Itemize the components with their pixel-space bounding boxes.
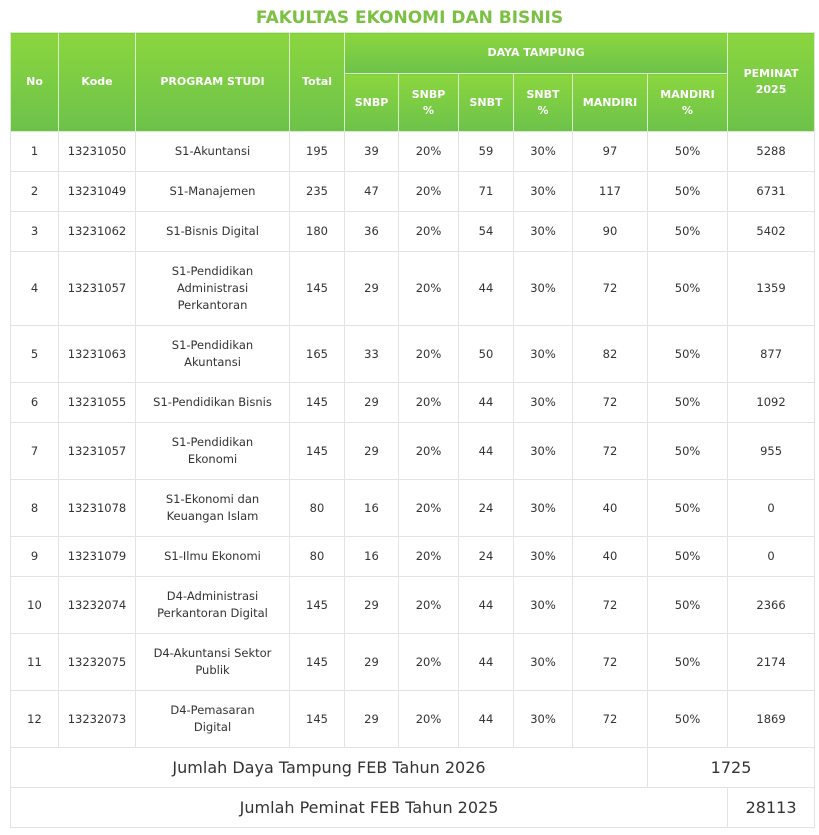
cell-peminat: 1359 (728, 252, 815, 326)
cell-total: 80 (290, 537, 345, 577)
header-snbt-pct-line2: % (537, 103, 549, 117)
total-daya-tampung-value: 1725 (648, 748, 815, 788)
cell-snbt: 24 (459, 537, 514, 577)
program-studi-line: D4-Pemasaran (170, 703, 255, 717)
cell-snbp-pct: 20% (399, 326, 459, 383)
header-mandiri: MANDIRI (573, 74, 648, 132)
cell-kode: 13231078 (59, 480, 136, 537)
program-studi-line: Perkantoran Digital (157, 606, 268, 620)
table-row (11, 577, 815, 634)
cell-snbp: 39 (345, 132, 399, 172)
cell-snbp: 16 (345, 537, 399, 577)
cell-peminat: 0 (728, 480, 815, 537)
cell-peminat: 2174 (728, 634, 815, 691)
cell-total: 195 (290, 132, 345, 172)
program-studi-line: S1-Pendidikan (171, 435, 254, 449)
cell-peminat: 5402 (728, 212, 815, 252)
cell-prodi (136, 326, 290, 383)
cell-snbt: 71 (459, 172, 514, 212)
header-mandiri-pct-line1: MANDIRI (660, 87, 715, 101)
cell-total: 145 (290, 577, 345, 634)
cell-no: 3 (11, 212, 59, 252)
cell-mandiri: 40 (573, 537, 648, 577)
program-studi-line: Perkantoran (177, 298, 248, 312)
cell-snbt-pct: 30% (514, 383, 573, 423)
cell-kode: 13231057 (59, 423, 136, 480)
cell-prodi (136, 383, 290, 423)
cell-kode: 13231062 (59, 212, 136, 252)
cell-no: 9 (11, 537, 59, 577)
cell-kode: 13232075 (59, 634, 136, 691)
cell-snbp: 29 (345, 383, 399, 423)
cell-mandiri: 97 (573, 132, 648, 172)
cell-mandiri-pct: 50% (648, 537, 728, 577)
cell-snbp: 47 (345, 172, 399, 212)
cell-mandiri: 40 (573, 480, 648, 537)
cell-prodi (136, 172, 290, 212)
header-mandiri-pct-line2: % (682, 103, 694, 117)
cell-prodi (136, 252, 290, 326)
cell-mandiri-pct: 50% (648, 172, 728, 212)
cell-mandiri-pct: 50% (648, 252, 728, 326)
header-snbt-pct-line1: SNBT (526, 87, 560, 101)
cell-mandiri: 72 (573, 252, 648, 326)
cell-prodi (136, 537, 290, 577)
cell-kode: 13231049 (59, 172, 136, 212)
page-title: FAKULTAS EKONOMI DAN BISNIS (255, 8, 564, 28)
cell-prodi (136, 480, 290, 537)
cell-snbp: 33 (345, 326, 399, 383)
cell-snbt-pct: 30% (514, 480, 573, 537)
program-studi-line: S1-Pendidikan (171, 264, 254, 278)
cell-snbp-pct: 20% (399, 383, 459, 423)
cell-peminat: 5288 (728, 132, 815, 172)
table-row (11, 691, 815, 748)
program-studi-line: Digital (193, 720, 232, 734)
total-daya-tampung-label: Jumlah Daya Tampung FEB Tahun 2026 (11, 748, 648, 788)
program-studi-line: S1-Akuntansi (174, 144, 251, 158)
cell-snbt-pct: 30% (514, 326, 573, 383)
cell-snbt: 54 (459, 212, 514, 252)
cell-snbp: 29 (345, 577, 399, 634)
cell-snbt-pct: 30% (514, 577, 573, 634)
table-row (11, 212, 815, 252)
cell-total: 165 (290, 326, 345, 383)
cell-prodi (136, 634, 290, 691)
table-row (11, 480, 815, 537)
cell-peminat: 877 (728, 326, 815, 383)
cell-snbp-pct: 20% (399, 634, 459, 691)
header-snbp-pct-line1: SNBP (411, 87, 446, 101)
cell-total: 145 (290, 634, 345, 691)
cell-snbp: 29 (345, 691, 399, 748)
cell-mandiri-pct: 50% (648, 132, 728, 172)
cell-no: 4 (11, 252, 59, 326)
cell-kode: 13231079 (59, 537, 136, 577)
cell-no: 7 (11, 423, 59, 480)
header-peminat-line2: 2025 (755, 83, 787, 96)
cell-mandiri: 72 (573, 634, 648, 691)
program-studi-line: S1-Ekonomi dan (165, 492, 260, 506)
table-row (11, 252, 815, 326)
cell-kode: 13232074 (59, 577, 136, 634)
cell-mandiri-pct: 50% (648, 634, 728, 691)
cell-mandiri-pct: 50% (648, 326, 728, 383)
header-peminat (728, 33, 815, 132)
cell-peminat: 955 (728, 423, 815, 480)
header-snbp: SNBP (345, 74, 399, 132)
cell-prodi (136, 577, 290, 634)
cell-snbt: 44 (459, 423, 514, 480)
cell-mandiri-pct: 50% (648, 212, 728, 252)
total-peminat-label: Jumlah Peminat FEB Tahun 2025 (11, 788, 728, 828)
header-snbt: SNBT (459, 74, 514, 132)
program-studi-line: S1-Bisnis Digital (166, 224, 259, 238)
cell-mandiri-pct: 50% (648, 480, 728, 537)
cell-mandiri-pct: 50% (648, 383, 728, 423)
cell-total: 145 (290, 383, 345, 423)
program-studi-line: D4-Administrasi (166, 589, 259, 603)
cell-prodi (136, 212, 290, 252)
cell-snbt: 44 (459, 383, 514, 423)
cell-snbt: 24 (459, 480, 514, 537)
cell-snbt-pct: 30% (514, 423, 573, 480)
cell-snbp: 16 (345, 480, 399, 537)
cell-mandiri: 90 (573, 212, 648, 252)
table-row (11, 634, 815, 691)
cell-no: 8 (11, 480, 59, 537)
program-studi-line: Akuntansi (184, 355, 241, 369)
cell-snbp-pct: 20% (399, 172, 459, 212)
cell-mandiri-pct: 50% (648, 691, 728, 748)
cell-total: 235 (290, 172, 345, 212)
cell-no: 1 (11, 132, 59, 172)
cell-peminat: 2366 (728, 577, 815, 634)
table-row (11, 383, 815, 423)
cell-snbt-pct: 30% (514, 172, 573, 212)
cell-snbp-pct: 20% (399, 691, 459, 748)
cell-snbp: 36 (345, 212, 399, 252)
cell-snbp-pct: 20% (399, 480, 459, 537)
table-footer (11, 748, 815, 828)
cell-snbp-pct: 20% (399, 577, 459, 634)
cell-no: 6 (11, 383, 59, 423)
cell-snbt-pct: 30% (514, 691, 573, 748)
cell-mandiri: 72 (573, 577, 648, 634)
cell-prodi (136, 423, 290, 480)
header-kode: Kode (59, 33, 136, 132)
cell-kode: 13232073 (59, 691, 136, 748)
cell-snbt-pct: 30% (514, 132, 573, 172)
cell-total: 145 (290, 691, 345, 748)
cell-snbt: 44 (459, 252, 514, 326)
program-studi-line: Keuangan Islam (166, 509, 259, 523)
cell-no: 10 (11, 577, 59, 634)
program-studi-line: S1-Ilmu Ekonomi (164, 549, 261, 563)
cell-peminat: 1869 (728, 691, 815, 748)
header-snbp-pct (399, 74, 459, 132)
cell-mandiri: 72 (573, 383, 648, 423)
table-body (11, 132, 815, 748)
cell-total: 180 (290, 212, 345, 252)
table-row (11, 326, 815, 383)
cell-snbt-pct: 30% (514, 252, 573, 326)
cell-peminat: 1092 (728, 383, 815, 423)
program-studi-line: S1-Pendidikan Bisnis (153, 395, 272, 409)
cell-total: 145 (290, 252, 345, 326)
cell-snbp: 29 (345, 252, 399, 326)
header-snbt-pct (514, 74, 573, 132)
cell-snbp-pct: 20% (399, 537, 459, 577)
cell-snbt-pct: 30% (514, 537, 573, 577)
program-studi-line: Publik (195, 663, 230, 677)
cell-snbt: 59 (459, 132, 514, 172)
table-header (11, 33, 815, 132)
cell-kode: 13231057 (59, 252, 136, 326)
cell-no: 5 (11, 326, 59, 383)
cell-mandiri-pct: 50% (648, 423, 728, 480)
cell-snbp: 29 (345, 634, 399, 691)
cell-mandiri: 72 (573, 423, 648, 480)
table-row (11, 423, 815, 480)
cell-kode: 13231050 (59, 132, 136, 172)
program-studi-line: D4-Akuntansi Sektor (153, 646, 272, 660)
header-total: Total (290, 33, 345, 132)
cell-no: 12 (11, 691, 59, 748)
cell-mandiri: 72 (573, 691, 648, 748)
program-studi-line: Ekonomi (187, 452, 238, 466)
cell-snbt-pct: 30% (514, 212, 573, 252)
program-studi-line: Administrasi (176, 281, 249, 295)
program-studi-line: S1-Pendidikan (171, 338, 254, 352)
header-snbp-pct-line2: % (422, 103, 435, 117)
cell-snbp-pct: 20% (399, 423, 459, 480)
header-mandiri-pct (648, 74, 728, 132)
program-studi-line: S1-Manajemen (169, 184, 256, 198)
cell-snbp: 29 (345, 423, 399, 480)
header-program-studi: PROGRAM STUDI (136, 33, 290, 132)
cell-kode: 13231063 (59, 326, 136, 383)
header-peminat-line1: PEMINAT (743, 67, 799, 80)
cell-snbt: 44 (459, 577, 514, 634)
cell-snbp-pct: 20% (399, 252, 459, 326)
cell-snbt: 44 (459, 634, 514, 691)
cell-total: 145 (290, 423, 345, 480)
header-no: No (11, 33, 59, 132)
cell-mandiri: 82 (573, 326, 648, 383)
cell-snbp-pct: 20% (399, 132, 459, 172)
cell-no: 11 (11, 634, 59, 691)
table-row (11, 172, 815, 212)
cell-mandiri-pct: 50% (648, 577, 728, 634)
cell-prodi (136, 132, 290, 172)
table-row (11, 132, 815, 172)
cell-snbt: 50 (459, 326, 514, 383)
cell-no: 2 (11, 172, 59, 212)
table-row (11, 537, 815, 577)
total-peminat-value: 28113 (728, 788, 815, 828)
cell-peminat: 0 (728, 537, 815, 577)
cell-peminat: 6731 (728, 172, 815, 212)
daya-tampung-table (10, 32, 815, 828)
header-daya-tampung: DAYA TAMPUNG (345, 33, 728, 74)
cell-kode: 13231055 (59, 383, 136, 423)
cell-mandiri: 117 (573, 172, 648, 212)
cell-snbt: 44 (459, 691, 514, 748)
cell-snbt-pct: 30% (514, 634, 573, 691)
cell-prodi (136, 691, 290, 748)
cell-total: 80 (290, 480, 345, 537)
cell-snbp-pct: 20% (399, 212, 459, 252)
